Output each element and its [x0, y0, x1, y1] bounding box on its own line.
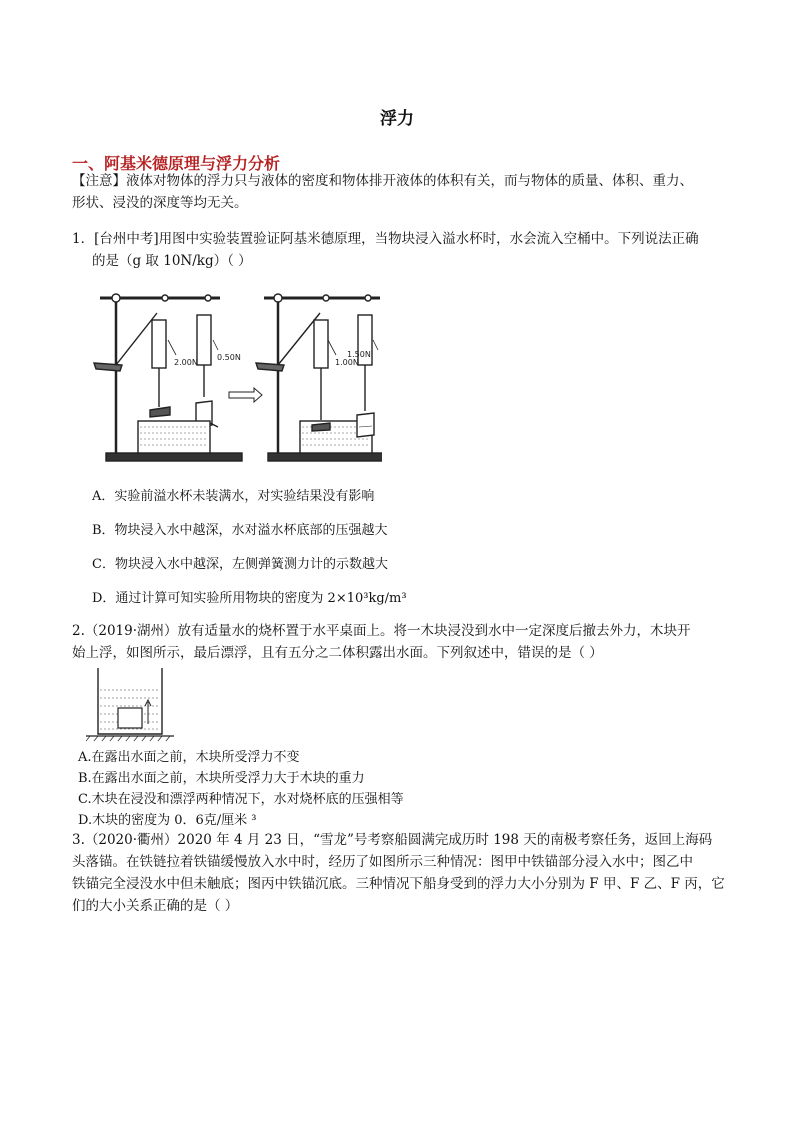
scale-label-right-2: 1.50N — [347, 350, 371, 359]
q1-option-d: D．通过计算可知实验所用物块的密度为 2×10³kg/m³ — [92, 591, 407, 606]
q1-option-b: B．物块浸入水中越深，水对溢水杯底部的压强越大 — [92, 523, 388, 538]
q1-stem-line-1: 1．[台州中考]用图中实验装置验证阿基米德原理，当物块浸入溢水杯时，水会流入空桶中。下列说法正确 — [72, 231, 699, 247]
beaker — [86, 668, 174, 741]
q2-option-c: C.木块在浸没和漂浮两种情况下，水对烧杯底的压强相等 — [78, 792, 404, 807]
q2-stem-line-2: 始上浮，如图所示，最后漂浮，且有五分之二体积露出水面。下列叙述中，错误的是（ ） — [72, 645, 603, 661]
note-line-2: 形状、浸没的深度等均无关。 — [72, 195, 248, 211]
q2-option-d: D.木块的密度为 0．6克/厘米 ³ — [78, 813, 257, 828]
scale-label-left-1: 2.00N — [174, 358, 198, 367]
section-heading: 一、阿基米德原理与浮力分析 — [72, 154, 281, 173]
q2-figure — [86, 664, 176, 742]
q3-stem-line-1: 3.（2020·衢州）2020 年 4 月 23 日，“雪龙”号考察船圆满完成历时 198 天的南极考察任务，返回上海码 — [72, 832, 713, 848]
q3-stem-line-2: 头落锚。在铁链拉着铁锚缓慢放入水中时，经历了如图所示三种情况：图甲中铁锚部分浸入水中；图乙中 — [72, 854, 693, 870]
q3-stem-line-3: 铁锚完全浸没水中但未触底；图丙中铁锚沉底。三种情况下船身受到的浮力大小分别为 F 甲、F 乙、F 丙，它 — [72, 876, 725, 892]
q2-option-a: A.在露出水面之前，木块所受浮力不变 — [78, 750, 300, 765]
scale-label-right-1: 0.50N — [217, 353, 241, 362]
q1-stem-line-2: 的是（g 取 10N/kg）（ ） — [92, 253, 252, 269]
note-line-1: 【注意】液体对物体的浮力只与液体的密度和物体排开液体的体积有关，而与物体的质量、体积、重力、 — [72, 173, 693, 189]
apparatus-right — [256, 294, 382, 461]
q1-figure — [92, 285, 382, 470]
q2-option-b: B.在露出水面之前，木块所受浮力大于木块的重力 — [78, 771, 365, 786]
arrow-icon — [229, 388, 262, 402]
page-title: 浮力 — [380, 109, 414, 129]
apparatus-left — [94, 294, 242, 461]
q3-stem-line-4: 们的大小关系正确的是（ ） — [72, 898, 239, 914]
q1-option-c: C．物块浸入水中越深，左侧弹簧测力计的示数越大 — [92, 557, 388, 572]
q2-stem-line-1: 2.（2019·湖州）放有适量水的烧杯置于水平桌面上。将一木块浸没到水中一定深度后撤去外力，木块开 — [72, 623, 691, 639]
note-label: 【注意】 — [72, 173, 126, 189]
scale-label-left-2: 1.00N — [335, 358, 359, 367]
q1-option-a: A．实验前溢水杯未装满水，对实验结果没有影响 — [92, 489, 375, 504]
